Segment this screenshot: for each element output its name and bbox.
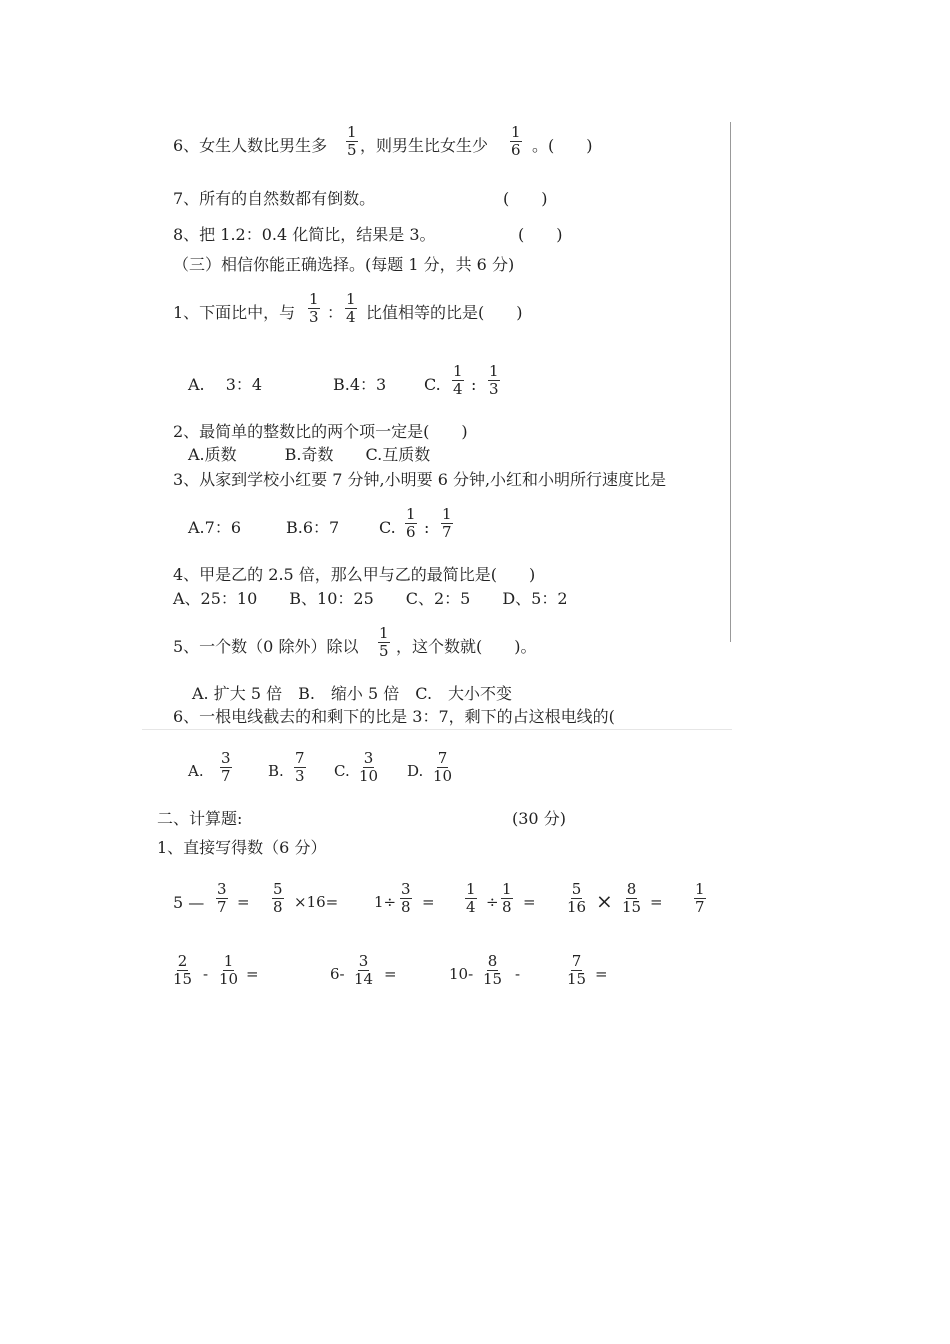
choice-q5-text-b: ，这个数就( )。 bbox=[396, 637, 537, 656]
fraction bbox=[294, 750, 306, 785]
minus-sign: - bbox=[515, 965, 521, 983]
numerator: 7 bbox=[571, 952, 582, 970]
numerator: 8 bbox=[626, 880, 637, 898]
fraction bbox=[405, 506, 417, 541]
denominator: 4 bbox=[453, 380, 463, 398]
numerator: 3 bbox=[221, 749, 231, 767]
fraction bbox=[694, 881, 706, 916]
fraction bbox=[400, 881, 412, 916]
choice-q3-option-c: C. bbox=[379, 518, 396, 537]
judge-q6-text-a: 6、女生人数比男生多 bbox=[173, 136, 328, 155]
expr-text: 5 — bbox=[173, 893, 205, 912]
numerator: 1 bbox=[511, 123, 521, 141]
fraction bbox=[482, 953, 503, 988]
fraction bbox=[345, 291, 357, 326]
divide-sign: ÷ bbox=[486, 893, 499, 911]
fraction bbox=[220, 750, 232, 785]
numerator: 5 bbox=[571, 880, 582, 898]
calc-subheading: 1、直接写得数（6 分） bbox=[157, 838, 327, 857]
denominator: 15 bbox=[173, 970, 193, 988]
fraction bbox=[441, 506, 453, 541]
denominator: 15 bbox=[483, 970, 503, 988]
judge-q8: 8、把 1.2：0.4 化简比，结果是 3。 bbox=[173, 225, 436, 244]
ratio-colon: : bbox=[424, 518, 430, 537]
choice-q3-option-a: A.7：6 bbox=[188, 518, 242, 537]
fraction bbox=[488, 363, 500, 398]
numerator: 5 bbox=[273, 880, 283, 898]
equals-sign: = bbox=[523, 893, 536, 911]
denominator: 14 bbox=[354, 970, 374, 988]
choice-heading: （三）相信你能正确选择。(每题 1 分，共 6 分) bbox=[173, 255, 515, 274]
numerator: 7 bbox=[295, 749, 305, 767]
expr-text: 10- bbox=[449, 965, 474, 983]
numerator: 1 bbox=[347, 123, 357, 141]
choice-q2: 2、最简单的整数比的两个项一定是( ) bbox=[173, 422, 468, 441]
choice-q5-options: A. 扩大 5 倍 B. 缩小 5 倍 C. 大小不变 bbox=[192, 684, 513, 703]
numerator: 3 bbox=[401, 880, 411, 898]
denominator: 7 bbox=[221, 767, 231, 785]
numerator: 3 bbox=[217, 880, 227, 898]
numerator: 8 bbox=[487, 952, 498, 970]
fraction bbox=[465, 881, 477, 916]
equals-sign: = bbox=[237, 893, 250, 911]
judge-q6-paren: 。( ) bbox=[532, 136, 593, 155]
multiply-sign: × bbox=[596, 889, 613, 913]
denominator: 10 bbox=[219, 970, 239, 988]
choice-q3-option-b: B.6：7 bbox=[286, 518, 340, 537]
numerator: 1 bbox=[466, 880, 476, 898]
denominator: 10 bbox=[359, 767, 379, 785]
fraction bbox=[378, 625, 390, 660]
choice-q2-options: A.质数 B.奇数 C.互质数 bbox=[188, 445, 431, 464]
fraction bbox=[272, 881, 284, 916]
fraction bbox=[452, 363, 464, 398]
denominator: 3 bbox=[489, 380, 499, 398]
denominator: 15 bbox=[622, 898, 642, 916]
denominator: 6 bbox=[511, 141, 521, 159]
fraction bbox=[566, 881, 587, 916]
equals-sign: = bbox=[246, 965, 259, 983]
numerator: 1 bbox=[453, 362, 463, 380]
numerator: 1 bbox=[489, 362, 499, 380]
denominator: 16 bbox=[567, 898, 587, 916]
choice-q1-option-b: B.4：3 bbox=[333, 375, 387, 394]
equals-sign: = bbox=[650, 893, 663, 911]
denominator: 8 bbox=[401, 898, 411, 916]
denominator: 4 bbox=[346, 308, 356, 326]
equals-sign: = bbox=[422, 893, 435, 911]
fraction bbox=[358, 750, 379, 785]
denominator: 7 bbox=[442, 523, 452, 541]
judge-q7: 7、所有的自然数都有倒数。 bbox=[173, 189, 376, 208]
equals-sign: = bbox=[384, 965, 397, 983]
fraction bbox=[621, 881, 642, 916]
denominator: 4 bbox=[466, 898, 476, 916]
judge-q6-text-b: ，则男生比女生少 bbox=[360, 136, 489, 155]
fraction bbox=[353, 953, 374, 988]
denominator: 5 bbox=[347, 141, 357, 159]
fraction bbox=[172, 953, 193, 988]
judge-q7-paren: ( ) bbox=[503, 189, 548, 208]
expr-text: ×16= bbox=[294, 893, 339, 911]
choice-q6-option-c: C. bbox=[334, 762, 350, 780]
denominator: 10 bbox=[433, 767, 453, 785]
fraction bbox=[218, 953, 239, 988]
numerator: 1 bbox=[309, 290, 319, 308]
ratio-colon: ： bbox=[327, 303, 344, 322]
numerator: 1 bbox=[379, 624, 389, 642]
minus-sign: - bbox=[203, 965, 209, 983]
choice-q1-option-c: C. bbox=[424, 375, 441, 394]
fraction bbox=[346, 124, 358, 159]
choice-q5-text-a: 5、一个数（0 除外）除以 bbox=[173, 637, 359, 656]
right-margin-line bbox=[730, 122, 731, 642]
fraction bbox=[510, 124, 522, 159]
numerator: 3 bbox=[358, 952, 369, 970]
choice-q6-option-a: A. bbox=[188, 762, 204, 780]
calc-score: (30 分) bbox=[512, 809, 566, 828]
numerator: 1 bbox=[346, 290, 356, 308]
calc-heading: 二、计算题: bbox=[157, 809, 243, 828]
expr-text: 6- bbox=[330, 965, 345, 983]
choice-q4: 4、甲是乙的 2.5 倍，那么甲与乙的最简比是( ) bbox=[173, 565, 536, 584]
fraction bbox=[501, 881, 513, 916]
choice-q3: 3、从家到学校小红要 7 分钟,小明要 6 分钟,小红和小明所行速度比是 bbox=[173, 470, 667, 489]
numerator: 1 bbox=[502, 880, 512, 898]
page-divider bbox=[142, 729, 732, 730]
choice-q6-option-b: B. bbox=[268, 762, 284, 780]
numerator: 3 bbox=[363, 749, 374, 767]
choice-q6: 6、一根电线截去的和剩下的比是 3：7，剩下的占这根电线的( bbox=[173, 707, 615, 726]
numerator: 2 bbox=[177, 952, 188, 970]
numerator: 1 bbox=[223, 952, 234, 970]
expr-text: 1÷ bbox=[374, 893, 397, 911]
denominator: 8 bbox=[502, 898, 512, 916]
numerator: 7 bbox=[437, 749, 448, 767]
judge-q8-paren: ( ) bbox=[518, 225, 563, 244]
equals-sign: = bbox=[595, 965, 608, 983]
numerator: 1 bbox=[406, 505, 416, 523]
numerator: 1 bbox=[695, 880, 705, 898]
denominator: 6 bbox=[406, 523, 416, 541]
denominator: 3 bbox=[309, 308, 319, 326]
denominator: 8 bbox=[273, 898, 283, 916]
ratio-colon: : bbox=[471, 375, 477, 394]
fraction bbox=[432, 750, 453, 785]
numerator: 1 bbox=[442, 505, 452, 523]
denominator: 7 bbox=[217, 898, 227, 916]
choice-q1-text-b: 比值相等的比是( ) bbox=[366, 303, 523, 322]
denominator: 15 bbox=[567, 970, 587, 988]
choice-q1-text-a: 1、下面比中，与 bbox=[173, 303, 296, 322]
fraction bbox=[216, 881, 228, 916]
denominator: 3 bbox=[295, 767, 305, 785]
choice-q4-options: A、25：10 B、10：25 C、2：5 D、5：2 bbox=[173, 589, 568, 608]
choice-q6-option-d: D. bbox=[407, 762, 424, 780]
fraction bbox=[566, 953, 587, 988]
denominator: 7 bbox=[695, 898, 705, 916]
choice-q1-option-a: A. 3：4 bbox=[188, 375, 263, 394]
fraction bbox=[308, 291, 320, 326]
denominator: 5 bbox=[379, 642, 389, 660]
